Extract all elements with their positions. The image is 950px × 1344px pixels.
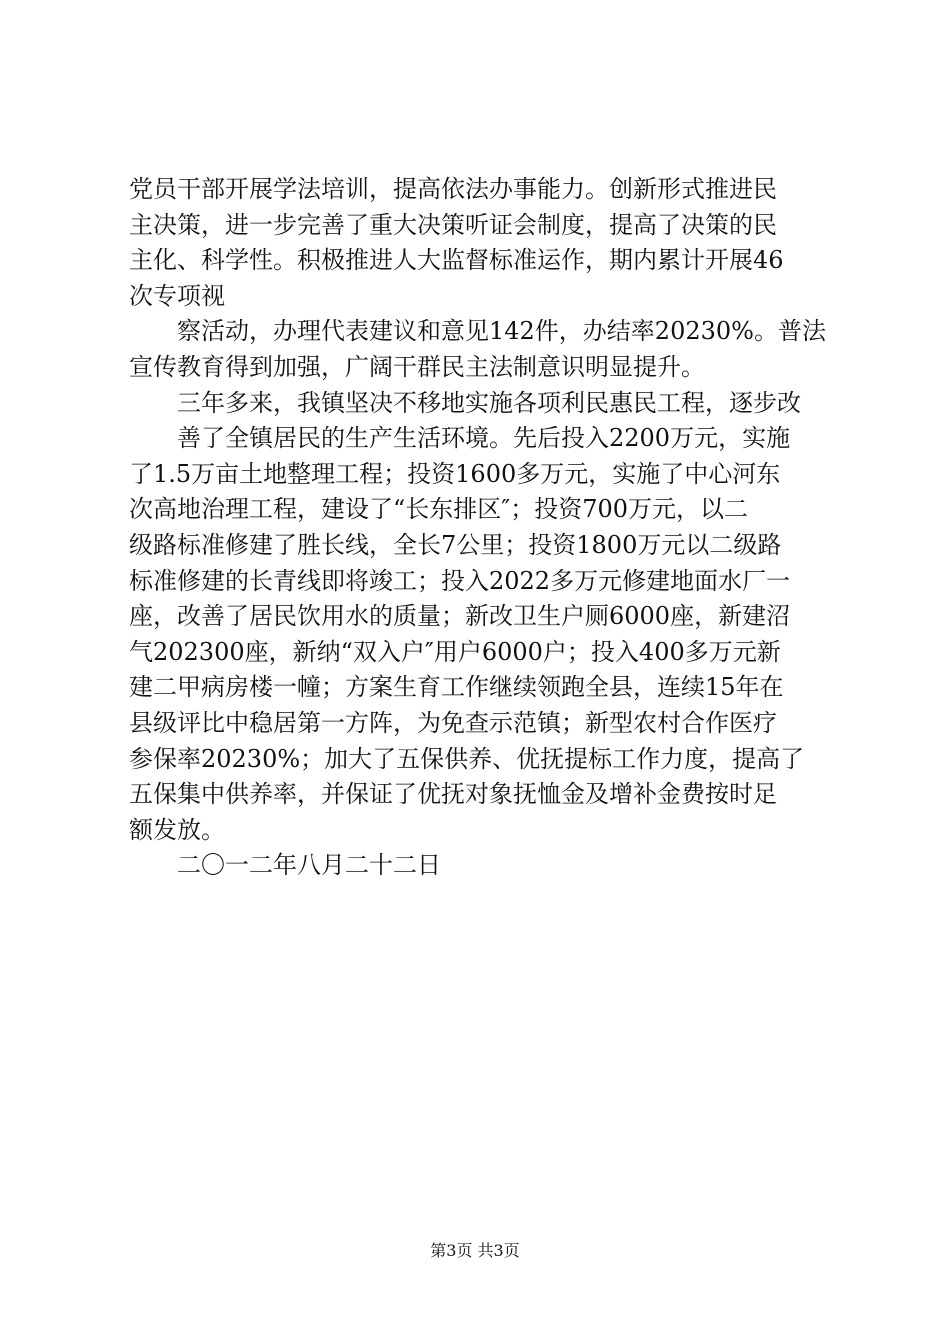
- text-line: 次专项视: [129, 281, 225, 310]
- text-line: 气202300座，新纳“双入户″用户6000户；投入400多万元新: [129, 637, 781, 666]
- text-line: 额发放。: [129, 815, 225, 844]
- text-line: 了1.5万亩土地整理工程；投资1600多万元，实施了中心河东: [129, 459, 781, 488]
- text-line: 主化、科学性。积极推进人大监督标准运作，期内累计开展46: [129, 246, 784, 275]
- text-line: 察活动，办理代表建议和意见142件，办结率20230%。普法: [177, 317, 826, 346]
- text-line: 建二甲病房楼一幢；方案生育工作继续领跑全县，连续15年在: [129, 673, 784, 702]
- body-text: [129, 172, 829, 884]
- text-line: 次高地治理工程，建设了“长东排区″；投资700万元，以二: [129, 495, 749, 524]
- page-footer: 第3页 共3页: [430, 1241, 520, 1260]
- text-line: 三年多来，我镇坚决不移地实施各项利民惠民工程，逐步改: [177, 388, 801, 417]
- text-line: 党员干部开展学法培训，提高依法办事能力。创新形式推进民: [129, 175, 777, 203]
- text-line: 标准修建的长青线即将竣工；投入2022多万元修建地面水厂一: [129, 566, 791, 595]
- text-line: 参保率20230%；加大了五保供养、优抚提标工作力度，提高了: [129, 744, 805, 773]
- text-line: 善了全镇居民的生产生活环境。先后投入2200万元，实施: [177, 424, 791, 453]
- text-line: 宣传教育得到加强，广阔干群民主法制意识明显提升。: [129, 352, 705, 381]
- date-line: 二〇一二年八月二十二日: [177, 851, 441, 880]
- text-line: 县级评比中稳居第一方阵，为免查示范镇；新型农村合作医疗: [129, 708, 777, 737]
- text-line: 座，改善了居民饮用水的质量；新改卫生户厕6000座，新建沼: [129, 602, 791, 631]
- text-line: 级路标准修建了胜长线，全长7公里；投资1800万元以二级路: [129, 530, 782, 559]
- text-line: 主决策，进一步完善了重大决策听证会制度，提高了决策的民: [129, 210, 777, 239]
- text-line: 五保集中供养率，并保证了优抚对象抚恤金及增补金费按时足: [129, 780, 777, 809]
